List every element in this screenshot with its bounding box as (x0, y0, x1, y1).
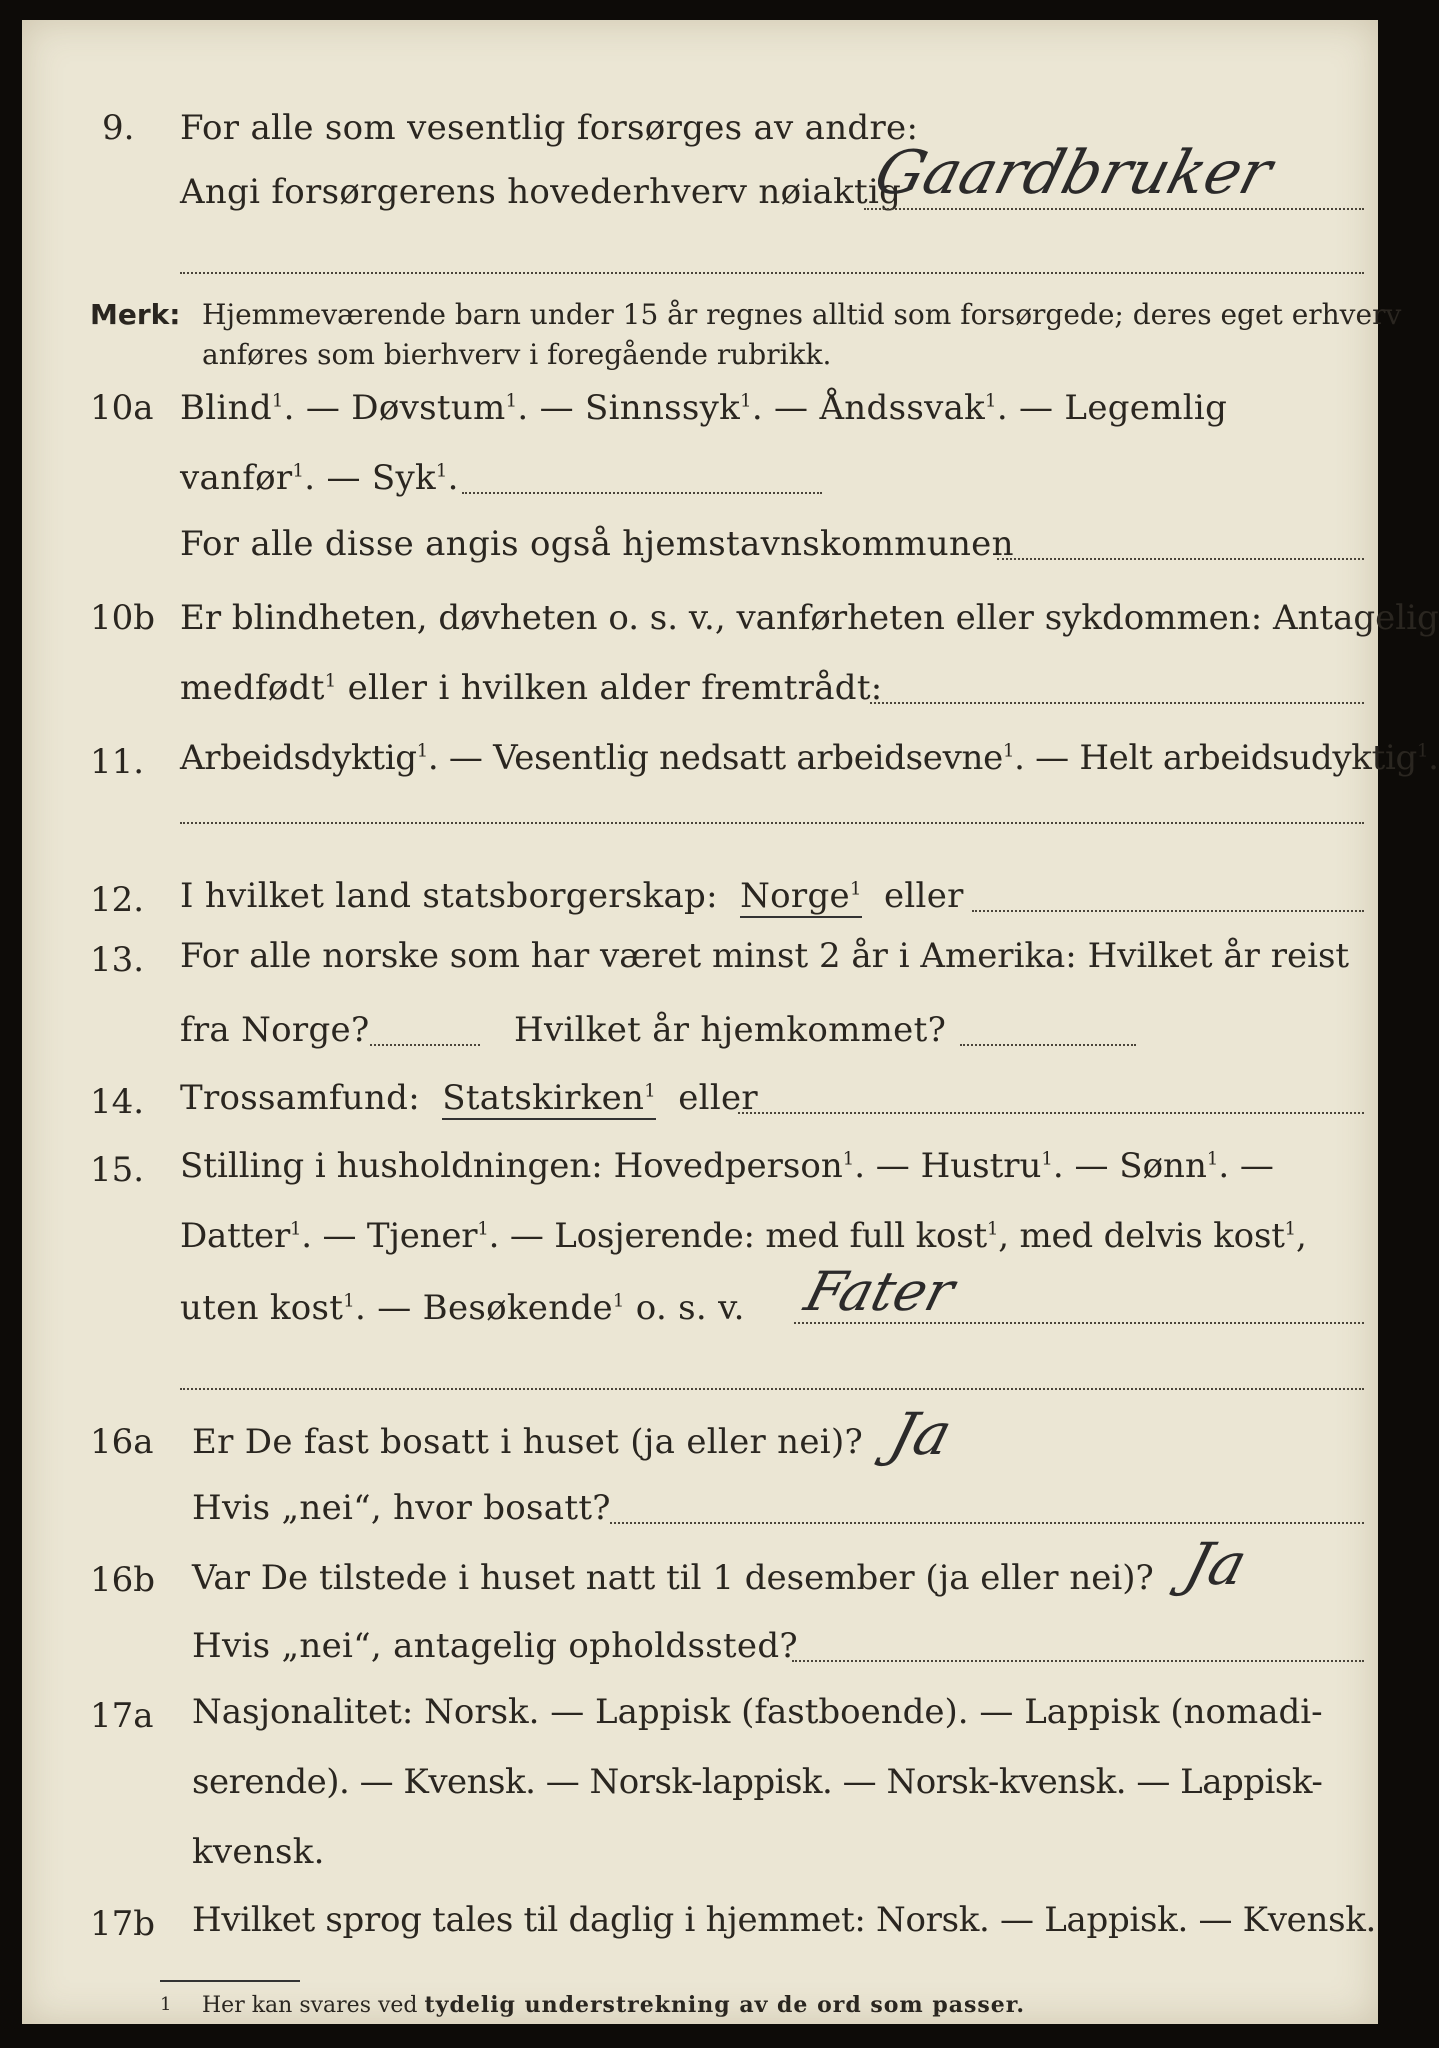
q13-hjemkommet-line (960, 1044, 1136, 1046)
q16b-handwritten-answer: Ja (1177, 1530, 1254, 1598)
q15-handwritten-answer: Fater (798, 1260, 961, 1323)
footnote-mark: 1 (160, 1994, 172, 2015)
q16b-answer-line (792, 1660, 1364, 1662)
q12-line: I hvilket land statsborgerskap: Norge$^1$ eller (180, 876, 964, 916)
q14-statskirken-underlined: Statskirken$^1$ (442, 1078, 656, 1118)
q14-answer-line (738, 1112, 1364, 1114)
q10a-number: 10a (90, 388, 154, 428)
q9-line1: For alle som vesentlig forsørges av andre: (180, 108, 919, 148)
merk-line1: Hjemmeværende barn under 15 år regnes alltid som forsørgede; deres eget erhverv (202, 298, 1402, 331)
q11-answer-line (180, 822, 1364, 824)
q10a-line1: Blind$^1$. — Døvstum$^1$. — Sinnssyk$^1$. — Åndssvak$^1$. — Legemlig (180, 388, 1228, 428)
q11-line: Arbeidsdyktig$^1$. — Vesentlig nedsatt arbeidsevne$^1$. — Helt arbeidsudyktig$^1$. (180, 738, 1439, 778)
q9-line2: Angi forsørgerens hovederhverv nøiaktig (180, 172, 902, 212)
q17a-line1: Nasjonalitet: Norsk. — Lappisk (fastboende). — Lappisk (nomadi- (192, 1692, 1323, 1732)
q16b-line1: Var De tilstede i huset natt til 1 desember (ja eller nei)? (192, 1558, 1154, 1598)
q16a-handwritten-answer: Ja (882, 1400, 959, 1468)
q17a-line3: kvensk. (192, 1832, 325, 1872)
q10a-line3: For alle disse angis også hjemstavnskommunen (180, 524, 1014, 564)
q10a-kommune-line (997, 558, 1364, 560)
q10b-answer-line (870, 702, 1364, 704)
q11-number: 11. (90, 742, 145, 782)
q17a-number: 17a (90, 1696, 154, 1736)
q13-line2b: Hvilket år hjemkommet? (514, 1010, 947, 1050)
q12-norge-underlined: Norge$^1$ (740, 876, 862, 916)
q10b-line2: medfødt$^1$ eller i hvilken alder fremtrådt: (180, 668, 883, 708)
q17b-number: 17b (90, 1904, 156, 1944)
q10b-line1: Er blindheten, døvheten o. s. v., vanførheten eller sykdommen: Antagelig (180, 598, 1439, 638)
q14-number: 14. (90, 1082, 145, 1122)
footnote-text: Her kan svares ved tydelig understrekning av de ord som passer. (202, 1992, 1026, 2018)
q9-handwritten-answer: Gaardbruker (867, 138, 1280, 208)
q16a-answer-line (610, 1522, 1364, 1524)
footnote-rule (160, 1980, 300, 1982)
census-form-page (22, 20, 1439, 2024)
q10a-syk-line (462, 492, 822, 494)
merk-label: Merk: (90, 298, 181, 331)
q17b-line1: Hvilket sprog tales til daglig i hjemmet: Norsk. — Lappisk. — Kvensk. (192, 1900, 1377, 1940)
q13-line1: For alle norske som har været minst 2 år i Amerika: Hvilket år reist (180, 936, 1350, 976)
merk-line2: anføres som bierhverv i foregående rubrikk. (202, 338, 832, 371)
q9-extra-line (180, 272, 1364, 274)
q12-answer-line (972, 910, 1364, 912)
q9-answer-line (864, 208, 1364, 210)
q10a-line2: vanfør$^1$. — Syk$^1$. (180, 458, 459, 498)
q15-line3: uten kost$^1$. — Besøkende$^1$ o. s. v. (180, 1288, 745, 1328)
q16a-number: 16a (90, 1422, 154, 1462)
q13-reist-line (370, 1044, 480, 1046)
q15-line2: Datter$^1$. — Tjener$^1$. — Losjerende: med full kost$^1$, med delvis kost$^1$, (180, 1216, 1307, 1256)
q16b-line2: Hvis „nei“, antagelig opholdssted? (192, 1626, 798, 1666)
q16a-line1: Er De fast bosatt i huset (ja eller nei)? (192, 1422, 864, 1462)
q14-line: Trossamfund: Statskirken$^1$ eller (180, 1078, 758, 1118)
q15-number: 15. (90, 1150, 145, 1190)
q16a-line2: Hvis „nei“, hvor bosatt? (192, 1488, 611, 1528)
q13-number: 13. (90, 940, 145, 980)
q13-line2a: fra Norge? (180, 1010, 370, 1050)
q10b-number: 10b (90, 598, 156, 638)
q9-number: 9. (102, 108, 135, 148)
q12-number: 12. (90, 880, 145, 920)
q17a-line2: serende). — Kvensk. — Norsk-lappisk. — Norsk-kvensk. — Lappisk- (192, 1762, 1323, 1802)
q15-extra-line (180, 1388, 1364, 1390)
q16b-number: 16b (90, 1560, 156, 1600)
q15-line1: Stilling i husholdningen: Hovedperson$^1$. — Hustru$^1$. — Sønn$^1$. — (180, 1146, 1274, 1186)
